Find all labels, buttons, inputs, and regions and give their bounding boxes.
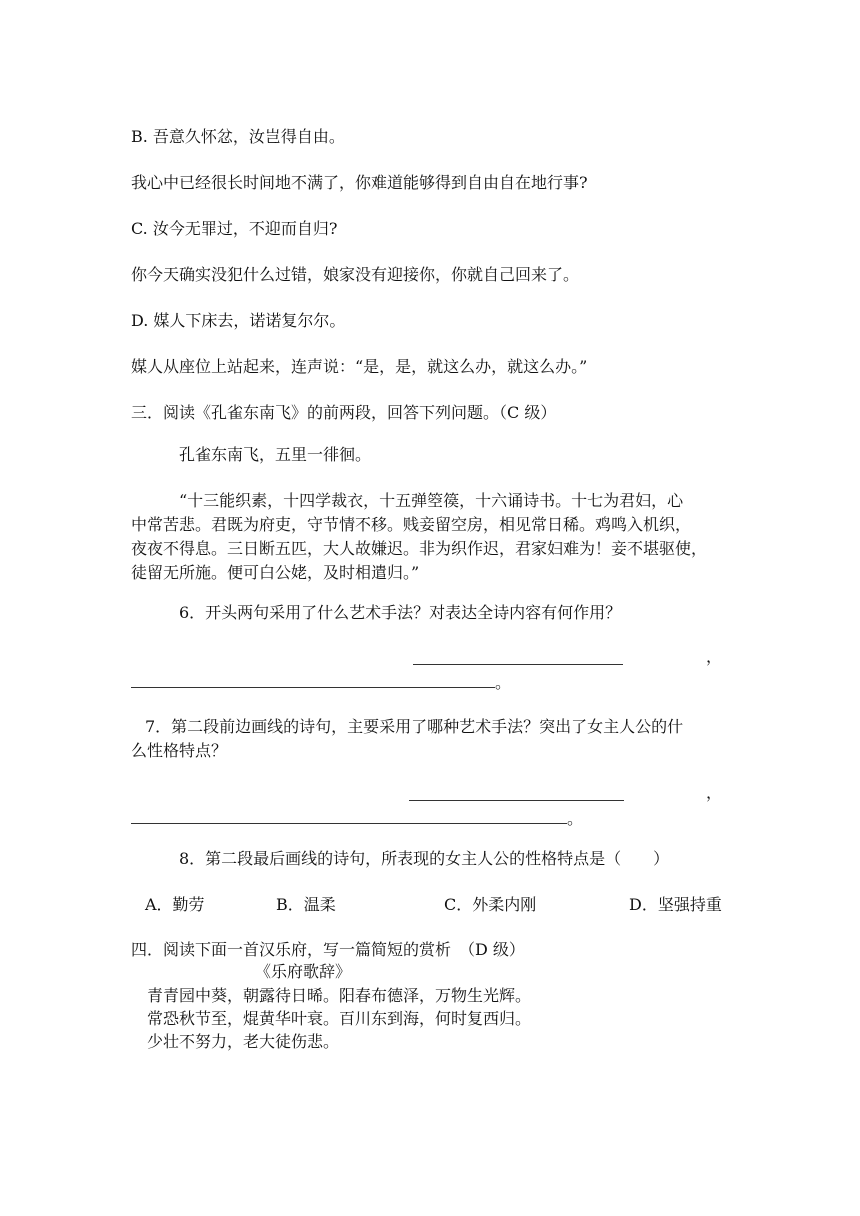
q8-option-c[interactable]: C．外柔内刚 — [444, 895, 537, 914]
passage-para-line-2: 中常苦悲。君既为府吏，守节情不移。贱妾留空房，相见常日稀。鸡鸣入机织， — [131, 515, 692, 534]
q7-end-mark: 。 — [567, 809, 584, 828]
q6-end-mark: 。 — [495, 673, 512, 692]
poem-line-3: 少壮不努力，老大徒伤悲。 — [147, 1032, 340, 1051]
poem-line-1: 青青园中葵，朝露待日晞。阳春布德泽，万物生光辉。 — [147, 986, 532, 1005]
q7-answer-blank-2[interactable] — [131, 823, 567, 824]
q8-option-a[interactable]: A．勤劳 — [145, 895, 205, 914]
poem-line-2: 常恐秋节至，焜黄华叶衰。百川东到海，何时复西归。 — [147, 1009, 532, 1028]
passage-para-line-1: “十三能织素，十四学裁衣，十五弹箜篌，十六诵诗书。十七为君妇，心 — [179, 491, 684, 510]
option-b-translation: 我心中已经很长时间地不满了，你难道能够得到自由自在地行事? — [131, 173, 588, 192]
passage-para-line-4: 徒留无所施。便可白公姥，及时相遣归。” — [131, 563, 420, 582]
q7-comma: ， — [706, 783, 723, 802]
question-8: 8．第二段最后画线的诗句，所表现的女主人公的性格特点是（ ） — [179, 849, 670, 868]
section3-heading: 三．阅读《孔雀东南飞》的前两段，回答下列问题。（C 级） — [131, 403, 557, 422]
section4-heading: 四．阅读下面一首汉乐府，写一篇简短的赏析 （D 级） — [131, 940, 525, 959]
q6-answer-blank-2[interactable] — [131, 687, 495, 688]
question-7-line-1: 7．第二段前边画线的诗句，主要采用了哪种艺术手法？突出了女主人公的什 — [145, 717, 684, 736]
question-7-line-2: 么性格特点？ — [131, 741, 228, 760]
q8-option-d[interactable]: D．坚强持重 — [629, 895, 722, 914]
q6-comma: ， — [706, 647, 723, 666]
q6-answer-blank-1[interactable] — [413, 664, 623, 665]
option-d-translation: 媒人从座位上站起来，连声说：“是，是，就这么办，就这么办。” — [131, 357, 588, 376]
option-c-question: C. 汝今无罪过，不迎而自归? — [131, 219, 338, 238]
passage-line-1: 孔雀东南飞，五里一徘徊。 — [179, 445, 372, 464]
option-b-question: B. 吾意久怀忿，汝岂得自由。 — [131, 127, 345, 146]
q8-option-b[interactable]: B．温柔 — [276, 895, 336, 914]
option-c-translation: 你今天确实没犯什么过错，娘家没有迎接你，你就自己回来了。 — [131, 265, 580, 284]
question-6: 6．开头两句采用了什么艺术手法？对表达全诗内容有何作用？ — [179, 603, 622, 622]
poem-title: 《乐府歌辞》 — [255, 962, 352, 981]
option-d-question: D. 媒人下床去，诺诺复尔尔。 — [131, 311, 346, 330]
passage-para-line-3: 夜夜不得息。三日断五匹，大人故嫌迟。非为织作迟，君家妇难为！妾不堪驱使， — [131, 539, 708, 558]
q7-answer-blank-1[interactable] — [409, 800, 624, 801]
